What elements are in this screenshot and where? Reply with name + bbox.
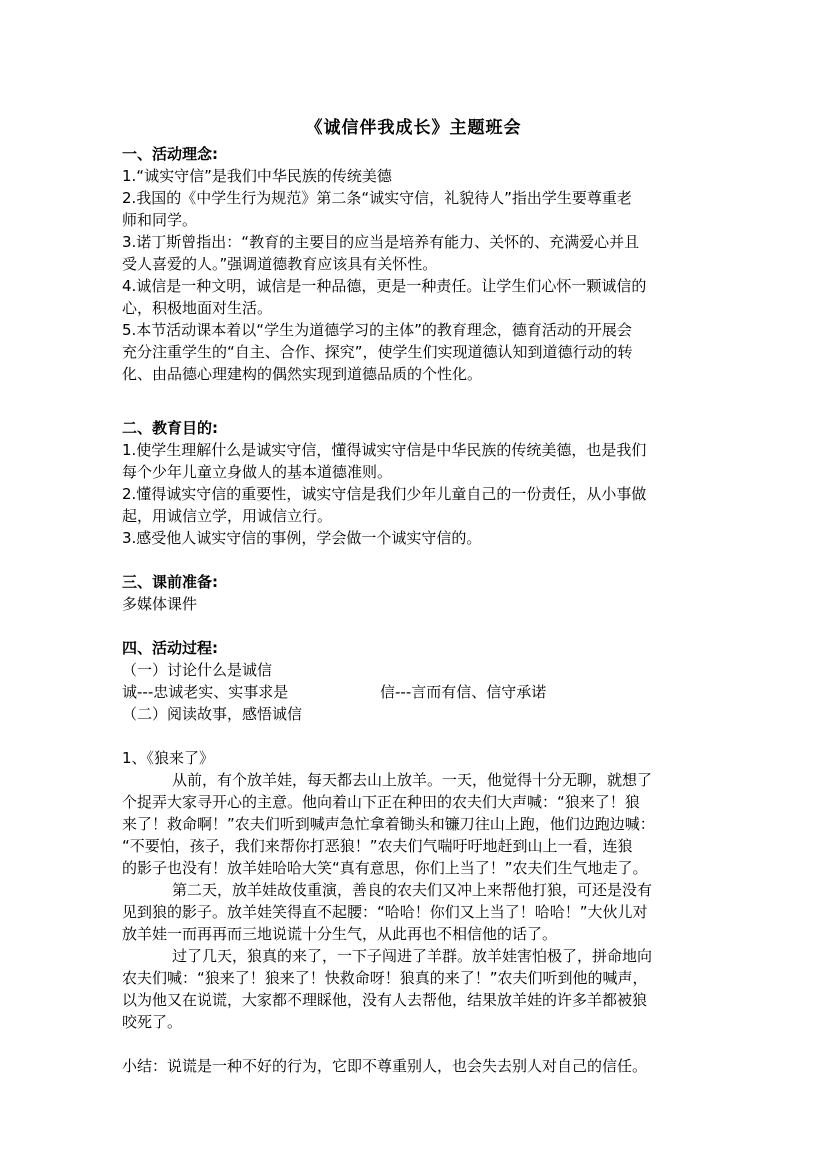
story-line: 来了！救命啊！”农夫们听到喊声急忙拿着锄头和镰刀往山上跑，他们边跑边喊： <box>122 815 655 833</box>
section1-line: 1.“诚实守信”是我们中华民族的传统美德 <box>122 167 392 185</box>
story-line: 农夫们喊：“狼来了！狼来了！快救命呀！狼真的来了！”农夫们听到他的喊声， <box>122 969 648 987</box>
story-line: 见到狼的影子。放羊娃笑得直不起腰：“哈哈！你们又上当了！哈哈！”大伙儿对 <box>122 903 648 921</box>
section1-line: 心，积极地面对生活。 <box>122 299 273 317</box>
story-line: 过了几天，狼真的来了，一下子闯进了羊群。放羊娃害怕极了，拼命地向 <box>172 947 653 965</box>
story-line: 个捉弄大家寻开心的主意。他向着山下正在种田的农夫们大声喊：“狼来了！狼 <box>122 793 640 811</box>
story-line: 从前，有个放羊娃，每天都去山上放羊。一天，他觉得十分无聊，就想了 <box>172 771 653 789</box>
section1-line: 5.本节活动课本着以“学生为道德学习的主体”的教育理念，德育活动的开展会 <box>122 321 632 339</box>
story-line: “不要怕，孩子，我们来帮你打恶狼！”农夫们气喘吁吁地赶到山上一看，连狼 <box>122 837 633 855</box>
section1-line: 师和同学。 <box>122 211 198 229</box>
section1-line: 化、由品德心理建构的偶然实现到道德品质的个性化。 <box>122 365 483 383</box>
story-line: 放羊娃一而再再而三地说谎十分生气，从此再也不相信他的话了。 <box>122 925 558 943</box>
definition-cheng: 诚---忠诚老实、实事求是 <box>122 683 289 701</box>
section1-line: 充分注重学生的“自主、合作、探究”，使学生们实现道德认知到道德行动的转 <box>122 343 633 361</box>
section3-line: 多媒体课件 <box>122 595 198 613</box>
section2-line: 1.使学生理解什么是诚实守信，懂得诚实守信是中华民族的传统美德，也是我们 <box>122 441 647 459</box>
section2-heading: 二、教育目的: <box>122 419 218 437</box>
section2-line: 2.懂得诚实守信的重要性，诚实守信是我们少年儿童自己的一份责任，从小事做 <box>122 485 647 503</box>
definition-xin: 信---言而有信、信守承诺 <box>380 683 547 701</box>
definition-row <box>122 681 710 703</box>
section2-line: 3.感受他人诚实守信的事例，学会做一个诚实守信的。 <box>122 529 482 547</box>
document-body <box>122 143 710 1077</box>
story-line: 咬死了。 <box>122 1013 183 1031</box>
story-title: 1、《狼来了》 <box>122 749 215 767</box>
document-title: 《诚信伴我成长》主题班会 <box>305 118 522 138</box>
section1-line: 受人喜爱的人。”强调道德教育应该具有关怀性。 <box>122 255 438 273</box>
story-line: 第二天，放羊娃故伎重演，善良的农夫们又冲上来帮他打狼，可还是没有 <box>172 881 653 899</box>
section1-line: 3.诺丁斯曾指出：“教育的主要目的应当是培养有能力、关怀的、充满爱心并且 <box>122 233 640 251</box>
story-line: 的影子也没有！放羊娃哈哈大笑“真有意思，你们上当了！”农夫们生气地走了。 <box>122 859 648 877</box>
section2-line: 每个少年儿童立身做人的基本道德准则。 <box>122 463 393 481</box>
section4-subheading: （二）阅读故事，感悟诚信 <box>122 705 303 723</box>
story-summary: 小结：说谎是一种不好的行为，它即不尊重别人，也会失去别人对自己的信任。 <box>122 1057 648 1075</box>
section2-line: 起，用诚信立学，用诚信立行。 <box>122 507 333 525</box>
section4-subheading: （一）讨论什么是诚信 <box>122 661 273 679</box>
section1-line: 4.诚信是一种文明，诚信是一种品德，更是一种责任。让学生们心怀一颗诚信的 <box>122 277 647 295</box>
section1-line: 2.我国的《中学生行为规范》第二条“诚实守信，礼貌待人”指出学生要尊重老 <box>122 189 632 207</box>
section4-heading: 四、活动过程: <box>122 639 218 657</box>
story-line: 以为他又在说谎，大家都不理睬他，没有人去帮他，结果放羊娃的许多羊都被狼 <box>122 991 648 1009</box>
section1-heading: 一、活动理念: <box>122 145 218 163</box>
section3-heading: 三、课前准备: <box>122 573 218 591</box>
